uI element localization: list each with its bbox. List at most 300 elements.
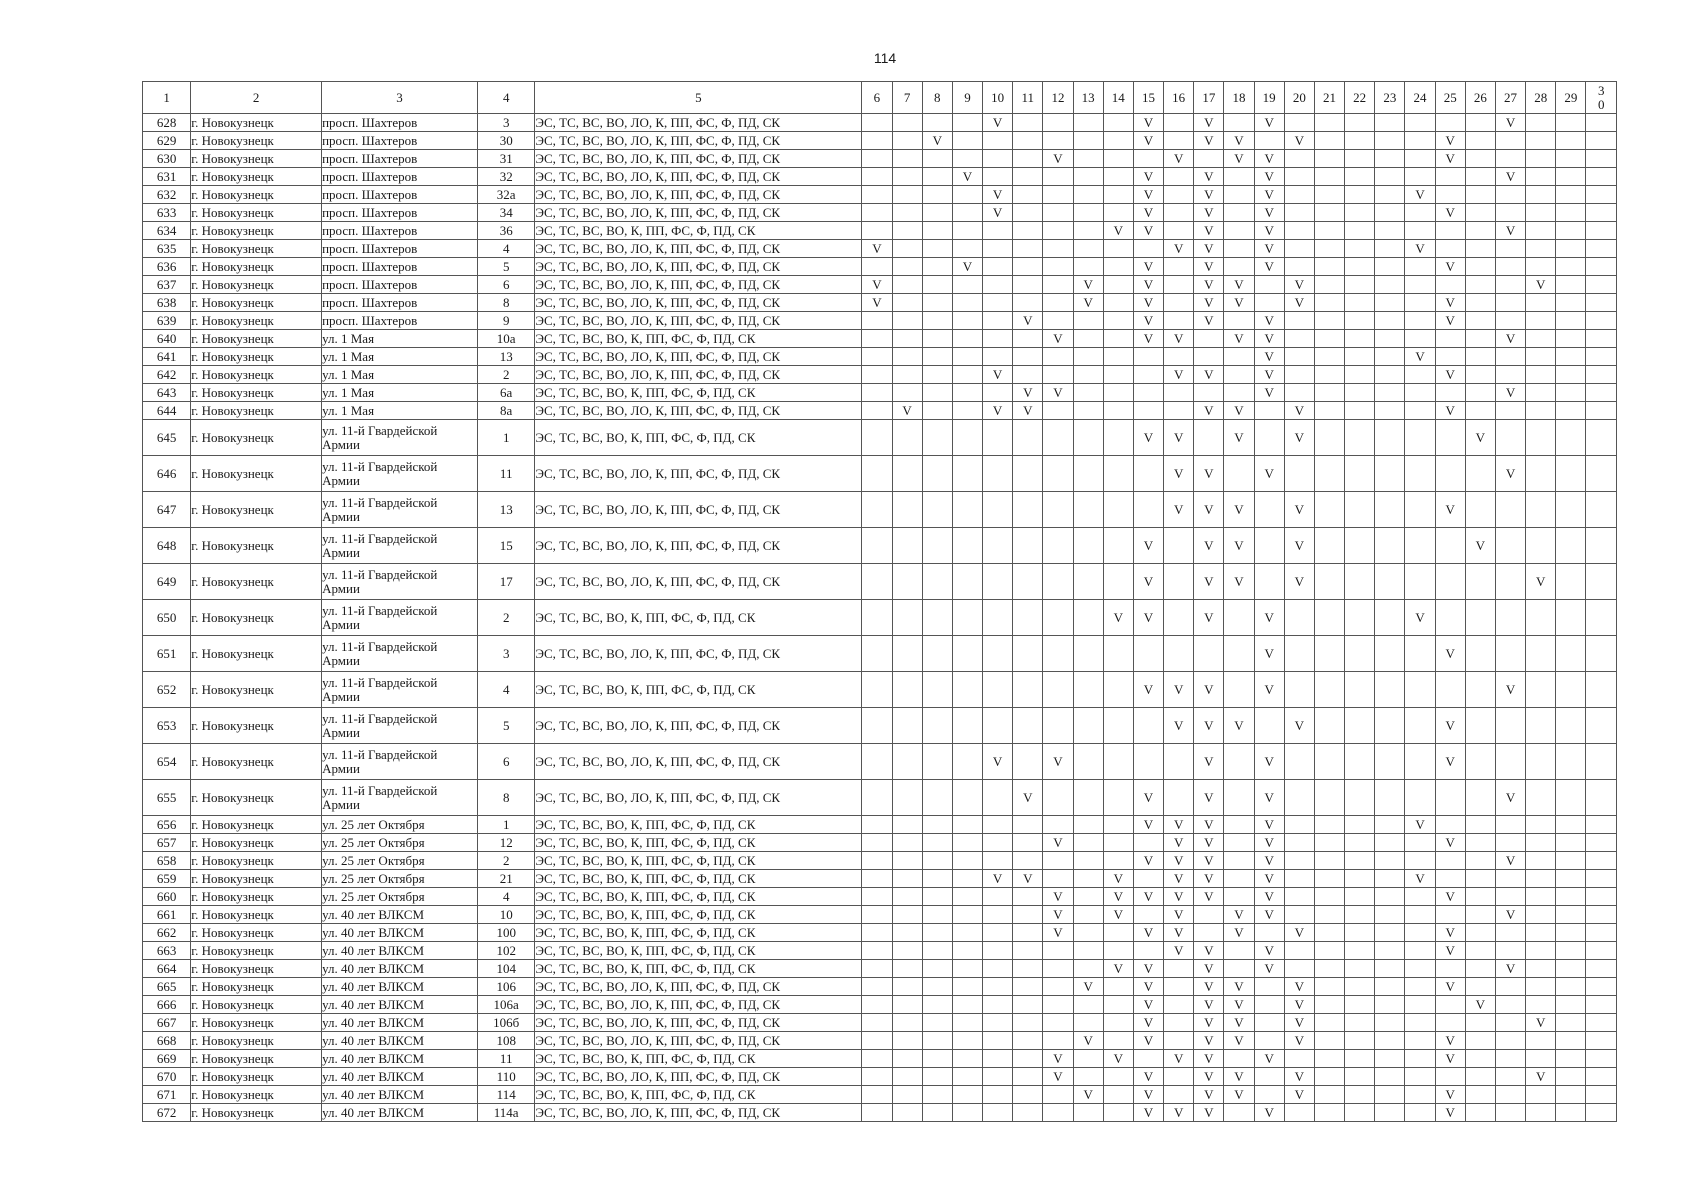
city-cell: г. Новокузнецк bbox=[191, 870, 322, 888]
table-row bbox=[143, 402, 1617, 420]
flag-cell-col-19: V bbox=[1254, 204, 1284, 222]
city-cell: г. Новокузнецк bbox=[191, 186, 322, 204]
flag-cell-col-15 bbox=[1133, 744, 1163, 780]
services-cell: ЭС, ТС, ВС, ВО, К, ПП, ФС, Ф, ПД, СК bbox=[535, 852, 862, 870]
flag-cell-col-29 bbox=[1556, 834, 1586, 852]
flag-cell-col-19 bbox=[1254, 1086, 1284, 1104]
flag-cell-col-29 bbox=[1556, 420, 1586, 456]
flag-cell-col-15: V bbox=[1133, 168, 1163, 186]
flag-cell-col-25 bbox=[1435, 906, 1465, 924]
flag-cell-col-26 bbox=[1465, 870, 1495, 888]
flag-cell-col-12 bbox=[1043, 258, 1073, 276]
flag-cell-col-16: V bbox=[1164, 924, 1194, 942]
flag-cell-col-15: V bbox=[1133, 978, 1163, 996]
flag-cell-col-19: V bbox=[1254, 816, 1284, 834]
row-number: 632 bbox=[143, 186, 191, 204]
flag-cell-col-17: V bbox=[1194, 816, 1224, 834]
street-cell: ул. 11-й Гвардейской Армии bbox=[322, 708, 478, 744]
flag-cell-col-16: V bbox=[1164, 1050, 1194, 1068]
flag-cell-col-13 bbox=[1073, 708, 1103, 744]
city-cell: г. Новокузнецк bbox=[191, 114, 322, 132]
flag-cell-col-6 bbox=[862, 150, 892, 168]
flag-cell-col-21 bbox=[1314, 384, 1344, 402]
flag-cell-col-19 bbox=[1254, 978, 1284, 996]
flag-cell-col-12 bbox=[1043, 1032, 1073, 1050]
table-row bbox=[143, 564, 1617, 600]
flag-cell-col-24 bbox=[1405, 1086, 1435, 1104]
flag-cell-col-21 bbox=[1314, 942, 1344, 960]
flag-cell-col-22 bbox=[1345, 1014, 1375, 1032]
flag-cell-col-20 bbox=[1284, 888, 1314, 906]
flag-cell-col-9 bbox=[952, 834, 982, 852]
flag-cell-col-16 bbox=[1164, 636, 1194, 672]
flag-cell-col-14 bbox=[1103, 186, 1133, 204]
flag-cell-col-29 bbox=[1556, 528, 1586, 564]
flag-cell-col-24 bbox=[1405, 528, 1435, 564]
flag-cell-col-24: V bbox=[1405, 600, 1435, 636]
flag-cell-col-17 bbox=[1194, 906, 1224, 924]
street-cell: ул. 25 лет Октября bbox=[322, 852, 478, 870]
flag-cell-col-6 bbox=[862, 492, 892, 528]
flag-cell-col-19 bbox=[1254, 132, 1284, 150]
flag-cell-col-6 bbox=[862, 1104, 892, 1122]
flag-cell-col-23 bbox=[1375, 924, 1405, 942]
services-cell: ЭС, ТС, ВС, ВО, ЛО, К, ПП, ФС, Ф, ПД, СК bbox=[535, 744, 862, 780]
flag-cell-col-19: V bbox=[1254, 1104, 1284, 1122]
flag-cell-col-22 bbox=[1345, 132, 1375, 150]
flag-cell-col-7 bbox=[892, 852, 922, 870]
house-number-cell: 2 bbox=[478, 600, 535, 636]
flag-cell-col-23 bbox=[1375, 1050, 1405, 1068]
flag-cell-col-28 bbox=[1526, 888, 1556, 906]
flag-cell-col-14: V bbox=[1103, 1050, 1133, 1068]
flag-cell-col-9 bbox=[952, 222, 982, 240]
flag-cell-col-20: V bbox=[1284, 492, 1314, 528]
flag-cell-col-29 bbox=[1556, 960, 1586, 978]
house-number-cell: 10а bbox=[478, 330, 535, 348]
flag-cell-col-11 bbox=[1013, 672, 1043, 708]
services-cell: ЭС, ТС, ВС, ВО, К, ПП, ФС, Ф, ПД, СК bbox=[535, 1050, 862, 1068]
flag-cell-col-22 bbox=[1345, 996, 1375, 1014]
flag-cell-col-18 bbox=[1224, 204, 1254, 222]
flag-cell-col-20 bbox=[1284, 942, 1314, 960]
flag-cell-col-21 bbox=[1314, 186, 1344, 204]
flag-cell-col-25 bbox=[1435, 114, 1465, 132]
services-cell: ЭС, ТС, ВС, ВО, ЛО, К, ПП, ФС, Ф, ПД, СК bbox=[535, 312, 862, 330]
city-cell: г. Новокузнецк bbox=[191, 1068, 322, 1086]
flag-cell-col-6 bbox=[862, 672, 892, 708]
flag-cell-col-27 bbox=[1495, 978, 1525, 996]
row-number: 645 bbox=[143, 420, 191, 456]
flag-cell-col-13 bbox=[1073, 996, 1103, 1014]
flag-cell-col-13 bbox=[1073, 204, 1103, 222]
flag-cell-col-12 bbox=[1043, 240, 1073, 258]
flag-cell-col-11 bbox=[1013, 852, 1043, 870]
flag-cell-col-18 bbox=[1224, 384, 1254, 402]
flag-cell-col-28 bbox=[1526, 1104, 1556, 1122]
flag-cell-col-7 bbox=[892, 114, 922, 132]
flag-cell-col-9 bbox=[952, 960, 982, 978]
flag-cell-col-20 bbox=[1284, 240, 1314, 258]
flag-cell-col-15: V bbox=[1133, 780, 1163, 816]
flag-cell-col-29 bbox=[1556, 600, 1586, 636]
flag-cell-col-6 bbox=[862, 1032, 892, 1050]
flag-cell-col-8 bbox=[922, 1014, 952, 1032]
city-cell: г. Новокузнецк bbox=[191, 888, 322, 906]
flag-cell-col-13 bbox=[1073, 852, 1103, 870]
street-cell: просп. Шахтеров bbox=[322, 258, 478, 276]
flag-cell-col-28 bbox=[1526, 1050, 1556, 1068]
flag-cell-col-19: V bbox=[1254, 330, 1284, 348]
flag-cell-col-11 bbox=[1013, 708, 1043, 744]
flag-cell-col-14 bbox=[1103, 1086, 1133, 1104]
flag-cell-col-27 bbox=[1495, 420, 1525, 456]
flag-cell-col-28 bbox=[1526, 420, 1556, 456]
flag-cell-col-6 bbox=[862, 816, 892, 834]
row-number: 644 bbox=[143, 402, 191, 420]
street-cell: ул. 11-й Гвардейской Армии bbox=[322, 564, 478, 600]
flag-cell-col-24 bbox=[1405, 996, 1435, 1014]
house-number-cell: 11 bbox=[478, 456, 535, 492]
city-cell: г. Новокузнецк bbox=[191, 600, 322, 636]
flag-cell-col-13: V bbox=[1073, 1032, 1103, 1050]
flag-cell-col-8 bbox=[922, 168, 952, 186]
flag-cell-col-14 bbox=[1103, 132, 1133, 150]
column-header-19: 19 bbox=[1254, 82, 1284, 114]
city-cell: г. Новокузнецк bbox=[191, 744, 322, 780]
flag-cell-col-7 bbox=[892, 870, 922, 888]
flag-cell-col-18: V bbox=[1224, 924, 1254, 942]
house-number-cell: 114а bbox=[478, 1104, 535, 1122]
flag-cell-col-30 bbox=[1586, 870, 1617, 888]
row-number: 651 bbox=[143, 636, 191, 672]
flag-cell-col-25: V bbox=[1435, 636, 1465, 672]
flag-cell-col-20 bbox=[1284, 600, 1314, 636]
flag-cell-col-13: V bbox=[1073, 1086, 1103, 1104]
flag-cell-col-15: V bbox=[1133, 294, 1163, 312]
flag-cell-col-21 bbox=[1314, 420, 1344, 456]
services-cell: ЭС, ТС, ВС, ВО, ЛО, К, ПП, ФС, Ф, ПД, СК bbox=[535, 132, 862, 150]
house-number-cell: 104 bbox=[478, 960, 535, 978]
flag-cell-col-24: V bbox=[1405, 240, 1435, 258]
row-number: 642 bbox=[143, 366, 191, 384]
flag-cell-col-21 bbox=[1314, 114, 1344, 132]
flag-cell-col-24 bbox=[1405, 924, 1435, 942]
flag-cell-col-9 bbox=[952, 978, 982, 996]
flag-cell-col-16 bbox=[1164, 780, 1194, 816]
flag-cell-col-13 bbox=[1073, 888, 1103, 906]
flag-cell-col-26 bbox=[1465, 240, 1495, 258]
flag-cell-col-6 bbox=[862, 906, 892, 924]
flag-cell-col-15: V bbox=[1133, 924, 1163, 942]
flag-cell-col-6 bbox=[862, 852, 892, 870]
table-row bbox=[143, 348, 1617, 366]
flag-cell-col-30 bbox=[1586, 492, 1617, 528]
services-cell: ЭС, ТС, ВС, ВО, ЛО, К, ПП, ФС, Ф, ПД, СК bbox=[535, 348, 862, 366]
flag-cell-col-26 bbox=[1465, 852, 1495, 870]
flag-cell-col-18 bbox=[1224, 186, 1254, 204]
flag-cell-col-26 bbox=[1465, 1086, 1495, 1104]
flag-cell-col-26: V bbox=[1465, 528, 1495, 564]
flag-cell-col-27: V bbox=[1495, 906, 1525, 924]
flag-cell-col-6 bbox=[862, 924, 892, 942]
flag-cell-col-11 bbox=[1013, 168, 1043, 186]
flag-cell-col-17: V bbox=[1194, 942, 1224, 960]
street-cell: просп. Шахтеров bbox=[322, 240, 478, 258]
flag-cell-col-13 bbox=[1073, 420, 1103, 456]
column-header-8: 8 bbox=[922, 82, 952, 114]
flag-cell-col-19 bbox=[1254, 1032, 1284, 1050]
street-cell: ул. 11-й Гвардейской Армии bbox=[322, 744, 478, 780]
flag-cell-col-21 bbox=[1314, 744, 1344, 780]
flag-cell-col-26 bbox=[1465, 330, 1495, 348]
flag-cell-col-19: V bbox=[1254, 168, 1284, 186]
flag-cell-col-23 bbox=[1375, 312, 1405, 330]
city-cell: г. Новокузнецк bbox=[191, 492, 322, 528]
flag-cell-col-28 bbox=[1526, 870, 1556, 888]
flag-cell-col-7 bbox=[892, 834, 922, 852]
flag-cell-col-25 bbox=[1435, 1068, 1465, 1086]
table-row bbox=[143, 132, 1617, 150]
flag-cell-col-9 bbox=[952, 906, 982, 924]
flag-cell-col-24 bbox=[1405, 204, 1435, 222]
flag-cell-col-27 bbox=[1495, 204, 1525, 222]
table-row bbox=[143, 1104, 1617, 1122]
flag-cell-col-6 bbox=[862, 834, 892, 852]
flag-cell-col-29 bbox=[1556, 276, 1586, 294]
flag-cell-col-10 bbox=[983, 348, 1013, 366]
flag-cell-col-15 bbox=[1133, 942, 1163, 960]
flag-cell-col-7 bbox=[892, 996, 922, 1014]
services-cell: ЭС, ТС, ВС, ВО, К, ПП, ФС, Ф, ПД, СК bbox=[535, 672, 862, 708]
flag-cell-col-8 bbox=[922, 780, 952, 816]
flag-cell-col-7 bbox=[892, 564, 922, 600]
services-cell: ЭС, ТС, ВС, ВО, К, ПП, ФС, Ф, ПД, СК bbox=[535, 906, 862, 924]
flag-cell-col-11 bbox=[1013, 204, 1043, 222]
flag-cell-col-25 bbox=[1435, 330, 1465, 348]
flag-cell-col-21 bbox=[1314, 456, 1344, 492]
table-row bbox=[143, 204, 1617, 222]
flag-cell-col-13 bbox=[1073, 222, 1103, 240]
flag-cell-col-24 bbox=[1405, 258, 1435, 276]
flag-cell-col-12 bbox=[1043, 852, 1073, 870]
flag-cell-col-24 bbox=[1405, 636, 1435, 672]
flag-cell-col-6 bbox=[862, 330, 892, 348]
flag-cell-col-20: V bbox=[1284, 1014, 1314, 1032]
flag-cell-col-14: V bbox=[1103, 870, 1133, 888]
flag-cell-col-9 bbox=[952, 1050, 982, 1068]
flag-cell-col-14 bbox=[1103, 456, 1133, 492]
flag-cell-col-25: V bbox=[1435, 888, 1465, 906]
flag-cell-col-14 bbox=[1103, 492, 1133, 528]
flag-cell-col-23 bbox=[1375, 978, 1405, 996]
table-row bbox=[143, 960, 1617, 978]
flag-cell-col-17: V bbox=[1194, 528, 1224, 564]
flag-cell-col-7 bbox=[892, 366, 922, 384]
row-number: 654 bbox=[143, 744, 191, 780]
flag-cell-col-22 bbox=[1345, 636, 1375, 672]
flag-cell-col-26 bbox=[1465, 708, 1495, 744]
row-number: 648 bbox=[143, 528, 191, 564]
street-cell: ул. 40 лет ВЛКСМ bbox=[322, 978, 478, 996]
flag-cell-col-8 bbox=[922, 960, 952, 978]
house-number-cell: 11 bbox=[478, 1050, 535, 1068]
house-number-cell: 17 bbox=[478, 564, 535, 600]
flag-cell-col-23 bbox=[1375, 672, 1405, 708]
flag-cell-col-14 bbox=[1103, 384, 1133, 402]
city-cell: г. Новокузнецк bbox=[191, 978, 322, 996]
flag-cell-col-30 bbox=[1586, 708, 1617, 744]
flag-cell-col-22 bbox=[1345, 204, 1375, 222]
column-header-2: 2 bbox=[191, 82, 322, 114]
flag-cell-col-30 bbox=[1586, 1014, 1617, 1032]
flag-cell-col-24 bbox=[1405, 276, 1435, 294]
flag-cell-col-21 bbox=[1314, 906, 1344, 924]
flag-cell-col-13 bbox=[1073, 240, 1103, 258]
flag-cell-col-28 bbox=[1526, 348, 1556, 366]
flag-cell-col-13 bbox=[1073, 564, 1103, 600]
flag-cell-col-27 bbox=[1495, 1068, 1525, 1086]
city-cell: г. Новокузнецк bbox=[191, 240, 322, 258]
table-row bbox=[143, 420, 1617, 456]
flag-cell-col-23 bbox=[1375, 1032, 1405, 1050]
flag-cell-col-8 bbox=[922, 888, 952, 906]
flag-cell-col-17: V bbox=[1194, 186, 1224, 204]
flag-cell-col-14: V bbox=[1103, 960, 1133, 978]
flag-cell-col-20 bbox=[1284, 384, 1314, 402]
flag-cell-col-8 bbox=[922, 708, 952, 744]
flag-cell-col-26 bbox=[1465, 168, 1495, 186]
flag-cell-col-27 bbox=[1495, 492, 1525, 528]
flag-cell-col-15 bbox=[1133, 906, 1163, 924]
flag-cell-col-20: V bbox=[1284, 294, 1314, 312]
flag-cell-col-23 bbox=[1375, 204, 1405, 222]
flag-cell-col-10: V bbox=[983, 870, 1013, 888]
flag-cell-col-8 bbox=[922, 834, 952, 852]
flag-cell-col-16 bbox=[1164, 978, 1194, 996]
flag-cell-col-29 bbox=[1556, 870, 1586, 888]
flag-cell-col-26 bbox=[1465, 222, 1495, 240]
flag-cell-col-19: V bbox=[1254, 852, 1284, 870]
flag-cell-col-16: V bbox=[1164, 870, 1194, 888]
house-number-cell: 3 bbox=[478, 114, 535, 132]
flag-cell-col-12 bbox=[1043, 294, 1073, 312]
flag-cell-col-20: V bbox=[1284, 276, 1314, 294]
street-cell: ул. 25 лет Октября bbox=[322, 834, 478, 852]
street-cell: просп. Шахтеров bbox=[322, 186, 478, 204]
flag-cell-col-30 bbox=[1586, 816, 1617, 834]
services-cell: ЭС, ТС, ВС, ВО, К, ПП, ФС, Ф, ПД, СК bbox=[535, 330, 862, 348]
flag-cell-col-25 bbox=[1435, 276, 1465, 294]
flag-cell-col-26 bbox=[1465, 1050, 1495, 1068]
flag-cell-col-24 bbox=[1405, 834, 1435, 852]
flag-cell-col-15: V bbox=[1133, 1032, 1163, 1050]
flag-cell-col-22 bbox=[1345, 402, 1375, 420]
flag-cell-col-20 bbox=[1284, 222, 1314, 240]
flag-cell-col-11 bbox=[1013, 996, 1043, 1014]
row-number: 666 bbox=[143, 996, 191, 1014]
flag-cell-col-9 bbox=[952, 132, 982, 150]
flag-cell-col-28 bbox=[1526, 240, 1556, 258]
flag-cell-col-12: V bbox=[1043, 834, 1073, 852]
row-number: 628 bbox=[143, 114, 191, 132]
flag-cell-col-15 bbox=[1133, 834, 1163, 852]
flag-cell-col-19 bbox=[1254, 924, 1284, 942]
flag-cell-col-21 bbox=[1314, 600, 1344, 636]
street-cell: ул. 40 лет ВЛКСМ bbox=[322, 906, 478, 924]
flag-cell-col-28 bbox=[1526, 168, 1556, 186]
table-row bbox=[143, 906, 1617, 924]
flag-cell-col-25 bbox=[1435, 1014, 1465, 1032]
flag-cell-col-13 bbox=[1073, 870, 1103, 888]
flag-cell-col-23 bbox=[1375, 528, 1405, 564]
row-number: 656 bbox=[143, 816, 191, 834]
flag-cell-col-19: V bbox=[1254, 240, 1284, 258]
flag-cell-col-8 bbox=[922, 150, 952, 168]
flag-cell-col-8 bbox=[922, 870, 952, 888]
flag-cell-col-14 bbox=[1103, 636, 1133, 672]
flag-cell-col-12: V bbox=[1043, 150, 1073, 168]
flag-cell-col-17 bbox=[1194, 420, 1224, 456]
flag-cell-col-8 bbox=[922, 1068, 952, 1086]
flag-cell-col-12 bbox=[1043, 1104, 1073, 1122]
flag-cell-col-7 bbox=[892, 600, 922, 636]
flag-cell-col-22 bbox=[1345, 384, 1375, 402]
flag-cell-col-27 bbox=[1495, 528, 1525, 564]
flag-cell-col-8 bbox=[922, 276, 952, 294]
flag-cell-col-8 bbox=[922, 330, 952, 348]
flag-cell-col-25: V bbox=[1435, 366, 1465, 384]
flag-cell-col-11 bbox=[1013, 816, 1043, 834]
services-cell: ЭС, ТС, ВС, ВО, К, ПП, ФС, Ф, ПД, СК bbox=[535, 888, 862, 906]
flag-cell-col-28 bbox=[1526, 366, 1556, 384]
street-cell: просп. Шахтеров bbox=[322, 222, 478, 240]
flag-cell-col-16 bbox=[1164, 384, 1194, 402]
row-number: 663 bbox=[143, 942, 191, 960]
flag-cell-col-8 bbox=[922, 996, 952, 1014]
flag-cell-col-29 bbox=[1556, 564, 1586, 600]
house-number-cell: 3 bbox=[478, 636, 535, 672]
flag-cell-col-8 bbox=[922, 348, 952, 366]
flag-cell-col-16: V bbox=[1164, 942, 1194, 960]
flag-cell-col-12 bbox=[1043, 276, 1073, 294]
flag-cell-col-23 bbox=[1375, 150, 1405, 168]
flag-cell-col-10: V bbox=[983, 114, 1013, 132]
flag-cell-col-9 bbox=[952, 366, 982, 384]
flag-cell-col-10 bbox=[983, 780, 1013, 816]
flag-cell-col-30 bbox=[1586, 294, 1617, 312]
flag-cell-col-7 bbox=[892, 1032, 922, 1050]
flag-cell-col-25: V bbox=[1435, 1050, 1465, 1068]
flag-cell-col-18: V bbox=[1224, 330, 1254, 348]
flag-cell-col-10 bbox=[983, 996, 1013, 1014]
flag-cell-col-6 bbox=[862, 456, 892, 492]
flag-cell-col-16: V bbox=[1164, 240, 1194, 258]
house-number-cell: 10 bbox=[478, 906, 535, 924]
column-header-26: 26 bbox=[1465, 82, 1495, 114]
flag-cell-col-28: V bbox=[1526, 1014, 1556, 1032]
flag-cell-col-10 bbox=[983, 312, 1013, 330]
flag-cell-col-14 bbox=[1103, 1032, 1133, 1050]
flag-cell-col-20: V bbox=[1284, 402, 1314, 420]
row-number: 641 bbox=[143, 348, 191, 366]
flag-cell-col-18 bbox=[1224, 636, 1254, 672]
flag-cell-col-6 bbox=[862, 384, 892, 402]
flag-cell-col-25: V bbox=[1435, 924, 1465, 942]
flag-cell-col-9 bbox=[952, 384, 982, 402]
flag-cell-col-7 bbox=[892, 906, 922, 924]
flag-cell-col-8 bbox=[922, 114, 952, 132]
